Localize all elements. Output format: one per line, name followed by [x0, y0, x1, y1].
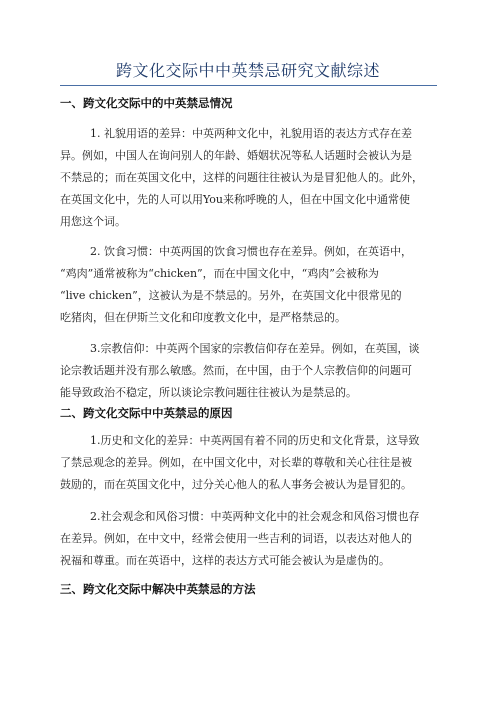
- paragraph-line: 2.社会观念和风俗习惯：中英两种文化中的社会观念和风俗习惯也存: [90, 510, 420, 523]
- paragraph-courtesy: [60, 123, 440, 233]
- paragraph-line: 了禁忌观念的差异。例如，在中国文化中，对长辈的尊敬和关心往往是被: [60, 456, 412, 469]
- paragraph-line: 能导致政治不稳定，所以谈论宗教问题往往被认为是禁忌的。: [60, 386, 357, 399]
- document-title: 跨文化交际中中英禁忌研究文献综述: [115, 61, 380, 80]
- paragraph-religion: [60, 338, 440, 404]
- paragraph-line: 2. 饮食习惯：中英两国的饮食习惯也存在差异。例如，在英语中，: [90, 245, 412, 258]
- paragraph-line: “live chicken”，这被认为是不禁忌的。另外，在英国文化中很常见的: [60, 289, 402, 302]
- paragraph-history: [60, 430, 440, 496]
- paragraph-line: 论宗教话题并没有那么敏感。然而，在中国，由于个人宗教信仰的问题可: [60, 364, 412, 377]
- paragraph-line: 在差异。例如，在中文中，经常会使用一些吉利的词语，以表达对他人的: [60, 532, 412, 545]
- title-underline: [60, 85, 437, 86]
- paragraph-line: 1.历史和文化的差异：中英两国有着不同的历史和文化背景，这导致: [90, 434, 420, 447]
- section-heading-2: 二、跨文化交际中中英禁忌的原因: [60, 406, 233, 420]
- section-heading-1: 一、跨文化交际中的中英禁忌情况: [60, 96, 233, 110]
- paragraph-line: 不禁忌的；而在英国文化中，这样的问题往往被认为是冒犯他人的。此外，: [60, 171, 423, 184]
- paragraph-customs: [60, 506, 440, 572]
- paragraph-line: 吃猪肉，但在伊斯兰文化和印度教文化中，是严格禁忌的。: [60, 311, 346, 324]
- paragraph-line: 鼓励的，而在英国文化中，过分关心他人的私人事务会被认为是冒犯的。: [60, 478, 412, 491]
- paragraph-line: 用您这个词。: [60, 215, 126, 228]
- paragraph-line: 异。例如，中国人在询问别人的年龄、婚姻状况等私人话题时会被认为是: [60, 149, 412, 162]
- section-heading-3: 三、跨文化交际中解决中英禁忌的方法: [60, 582, 256, 596]
- paragraph-line: 祝福和尊重。而在英语中，这样的表达方式可能会被认为是虚伪的。: [60, 554, 390, 567]
- paragraph-line: “鸡肉”通常被称为“chicken”，而在中国文化中，“鸡肉”会被称为: [60, 267, 379, 280]
- paragraph-diet: [60, 241, 440, 329]
- paragraph-line: 3.宗教信仰：中英两个国家的宗教信仰存在差异。例如，在英国，谈: [90, 342, 420, 355]
- paragraph-line: 在英国文化中，先的人可以用You来称呼晚的人，但在中国文化中通常使: [60, 193, 411, 206]
- paragraph-line: 1. 礼貌用语的差异：中英两种文化中，礼貌用语的表达方式存在差: [90, 127, 412, 140]
